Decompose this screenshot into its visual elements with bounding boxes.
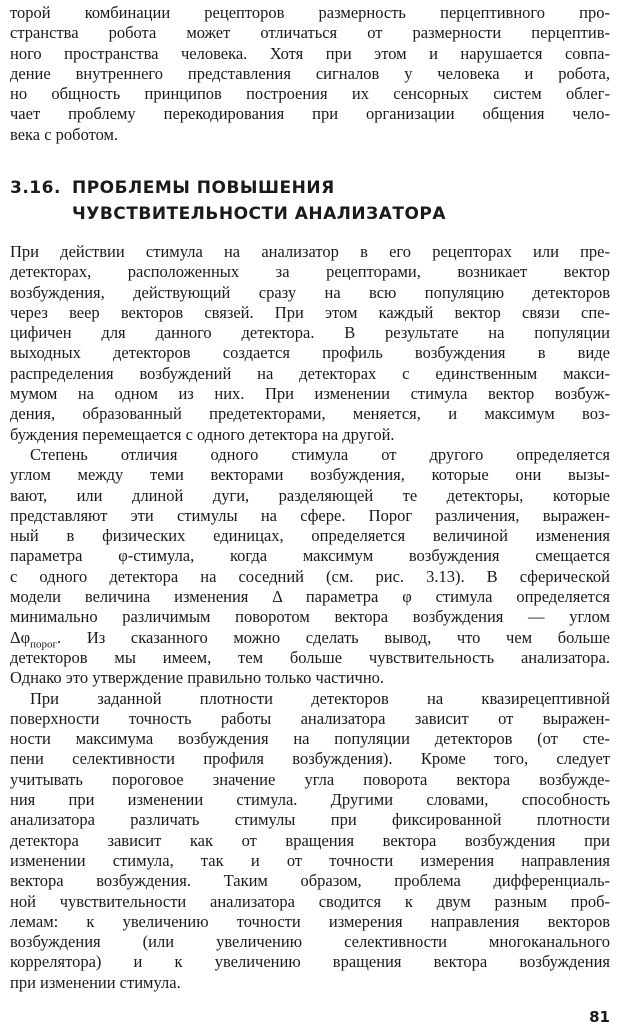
text-line: буждения перемещается с одного детектора на другой. <box>10 424 395 444</box>
text-line: детектора зависит как от вращения вектора возбуждения при <box>10 830 610 850</box>
text-line: учитывать пороговое значение угла поворота вектора возбужде- <box>10 769 610 789</box>
threshold-subscript: порог <box>30 637 58 650</box>
text-line: чает проблему перекодирования при организации общения чело- <box>10 104 610 124</box>
text-line: возбуждения (или увеличению селективности многоканального <box>10 932 610 952</box>
section-title-line-1: ПРОБЛЕМЫ ПОВЫШЕНИЯ <box>72 178 335 198</box>
delta-phi-symbol: Δφ <box>10 627 31 647</box>
text-line: поверхности точность работы анализатора зависит от выражен- <box>10 708 610 728</box>
text-line: при изменении стимула. <box>10 972 181 992</box>
text-line: но общность принципов построения их сенсорных систем облег- <box>10 84 610 104</box>
section-title-line-2: ЧУВСТВИТЕЛЬНОСТИ АНАЛИЗАТОРА <box>72 204 447 224</box>
text-line: Степень отличия одного стимула от другого определяется <box>30 444 610 464</box>
text-line: распределения возбуждений на детекторах с единственным макси- <box>10 363 610 383</box>
paragraph-1 <box>10 242 610 445</box>
paragraph-2 <box>10 445 610 689</box>
text-line: вают, или длиной дуги, разделяющей те детекторы, которые <box>10 485 610 505</box>
paragraph-3 <box>10 689 610 993</box>
text-line: с одного детектора на соседний (см. рис. 3.13). В сферической <box>10 566 610 586</box>
text-line: углом между теми векторами возбуждения, которые они вызы- <box>10 465 610 485</box>
text-line: параметра φ-стимула, когда максимум возбуждения смещается <box>10 546 610 566</box>
text-line: цифичен для данного детектора. В результате на популяции <box>10 323 610 343</box>
text-line: коррелятора) и к увеличению вращения вектора возбуждения <box>10 952 610 972</box>
section-body <box>10 242 610 993</box>
text-line: изменении стимула, так и от точности измерения направления <box>10 850 610 870</box>
page-number: 81 <box>589 1008 610 1026</box>
text-line: детекторах, расположенных за рецепторами, возникает вектор <box>10 262 610 282</box>
text-line: минимально различимым поворотом вектора возбуждения — углом <box>10 607 610 627</box>
text-line: возбуждения, действующий сразу на всю популяцию детекторов <box>10 282 610 302</box>
text-line: века с роботом. <box>10 124 119 144</box>
text-line: При заданной плотности детекторов на квазирецептивной <box>30 688 610 708</box>
text-line: дения, образованный предетекторами, меняется, и максимум воз- <box>10 404 610 424</box>
text-line: детекторов мы имеем, тем больше чувствительность анализатора. <box>10 647 610 667</box>
text-line: ности максимума возбуждения на популяции детекторов (от сте- <box>10 729 610 749</box>
text-line: ного пространства человека. Хотя при этом и нарушается совпа- <box>10 43 610 63</box>
text-line: торой комбинации рецепторов размерность перцептивного про- <box>10 3 610 22</box>
top-paragraph <box>10 3 610 145</box>
text-line: При действии стимула на анализатор в его рецепторах или пре- <box>10 242 610 261</box>
text-line: пени селективности профиля возбуждения). Кроме того, следует <box>10 749 610 769</box>
text-line: лемам: к увеличению точности измерения направления векторов <box>10 911 610 931</box>
text-line: представляют эти стимулы на сфере. Порог различения, выражен- <box>10 505 610 525</box>
text-line: ния при изменении стимула. Другими словами, способность <box>10 790 610 810</box>
text-line: дение внутреннего представления сигналов у человека и робота, <box>10 63 610 83</box>
text-line: анализатора различать стимулы при фиксированной плотности <box>10 810 610 830</box>
text-line-threshold <box>10 628 610 648</box>
text-line: ной чувствительности анализатора сводится к двум разным проб- <box>10 891 610 911</box>
text-line: вектора возбуждения. Таким образом, проблема дифференциаль- <box>10 871 610 891</box>
text-line: модели величина изменения Δ параметра φ стимула определяется <box>10 587 610 607</box>
text-line: мумом на одном из них. При изменении стимула вектор возбуж- <box>10 384 610 404</box>
text-line: ный в физических единицах, определяется величиной изменения <box>10 526 610 546</box>
text-line: через веер векторов связей. При этом каждый вектор связи спе- <box>10 302 610 322</box>
threshold-line-text: . Из сказанного можно сделать вывод, что чем больше <box>57 627 610 647</box>
section-number: 3.16. <box>10 178 61 198</box>
text-line: странства робота может отличаться от размерности перцептив- <box>10 23 610 43</box>
text-line: Однако это утверждение правильно только частично. <box>10 668 385 688</box>
text-line: выходных детекторов создается профиль возбуждения в виде <box>10 343 610 363</box>
